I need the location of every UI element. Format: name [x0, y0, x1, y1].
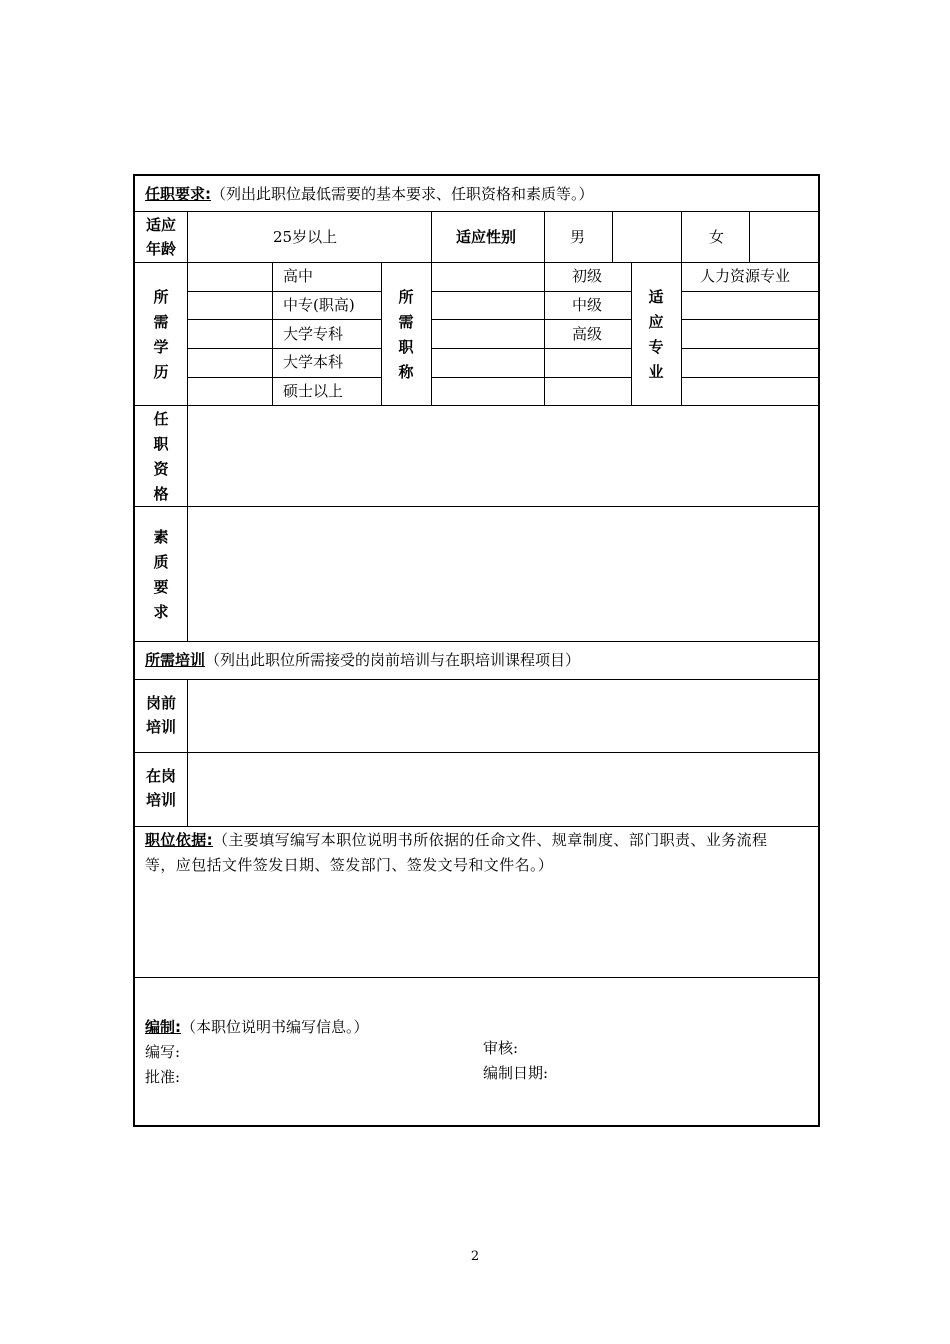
grid-line — [187, 679, 188, 826]
grid-line — [135, 752, 820, 753]
quality-label: 素质要求 — [153, 528, 169, 621]
grid-line — [135, 826, 820, 827]
grid-line — [135, 679, 820, 680]
grid-line — [681, 377, 820, 378]
title-rank-option: 高级 — [572, 325, 603, 343]
compile-reviewer: 审核: — [483, 1039, 519, 1057]
grid-line — [431, 291, 631, 292]
gender-female: 女 — [709, 228, 725, 246]
basis-note-line2: 等，应包括文件签发日期、签发部门、签发文号和文件名。） — [145, 856, 554, 874]
grid-line — [681, 291, 820, 292]
age-value: 25岁以上 — [273, 228, 338, 246]
title-rank-label: 所需职称 — [398, 288, 414, 381]
major-value: 人力资源专业 — [700, 267, 791, 285]
compile-approver: 批准: — [145, 1068, 181, 1086]
grid-line — [431, 377, 631, 378]
grid-line — [631, 262, 632, 405]
education-option: 中专(职高) — [283, 296, 355, 314]
grid-line — [431, 211, 432, 262]
on-job-training-label: 在岗培训 — [145, 767, 176, 809]
grid-line — [135, 977, 820, 978]
grid-line — [681, 319, 820, 320]
grid-line — [135, 405, 820, 406]
education-option: 大学本科 — [283, 353, 344, 371]
gender-male: 男 — [570, 228, 586, 246]
compile-header — [145, 1018, 369, 1036]
grid-line — [381, 262, 382, 405]
title-rank-option: 中级 — [572, 296, 603, 314]
requirements-header — [145, 185, 594, 203]
grid-line — [135, 262, 820, 263]
education-option: 硕士以上 — [283, 382, 344, 400]
compile-title: 编制: — [145, 1018, 181, 1036]
basis-line-1 — [145, 828, 767, 853]
grid-line — [188, 319, 381, 320]
pre-job-training-label: 岗前培训 — [145, 694, 176, 736]
grid-line — [681, 262, 682, 405]
age-label: 适应年龄 — [145, 216, 176, 258]
grid-line — [681, 348, 820, 349]
grid-line — [272, 262, 273, 405]
grid-line — [187, 506, 188, 641]
training-header — [145, 651, 580, 669]
grid-line — [612, 211, 613, 262]
requirements-note: （列出此职位最低需要的基本要求、任职资格和素质等。） — [211, 185, 594, 203]
grid-line — [135, 211, 820, 212]
basis-title: 职位依据: — [145, 831, 213, 849]
grid-line — [187, 211, 188, 506]
grid-line — [135, 506, 820, 507]
grid-line — [431, 348, 631, 349]
education-option: 大学专科 — [283, 325, 344, 343]
grid-line — [431, 319, 631, 320]
grid-line — [431, 262, 432, 405]
grid-line — [135, 641, 820, 642]
grid-line — [681, 211, 682, 262]
grid-line — [188, 291, 381, 292]
basis-note-line1: （主要填写编写本职位说明书所依据的任命文件、规章制度、部门职责、业务流程 — [213, 831, 768, 849]
major-label: 适应专业 — [648, 288, 664, 381]
qualification-label: 任职资格 — [153, 410, 169, 503]
grid-line — [188, 348, 381, 349]
education-option: 高中 — [283, 267, 314, 285]
grid-line — [749, 211, 750, 262]
gender-label: 适应性别 — [456, 228, 517, 246]
compile-note: （本职位说明书编写信息。） — [181, 1018, 369, 1036]
training-title: 所需培训 — [145, 651, 206, 669]
education-label: 所需学历 — [153, 288, 169, 381]
requirements-form — [133, 174, 820, 1127]
title-rank-option: 初级 — [572, 267, 603, 285]
compile-date: 编制日期: — [483, 1064, 549, 1082]
grid-line — [544, 262, 545, 405]
page-number: 2 — [470, 1249, 480, 1264]
grid-line — [188, 377, 381, 378]
requirements-title: 任职要求: — [145, 185, 211, 203]
grid-line — [544, 211, 545, 262]
compile-writer: 编写: — [145, 1043, 181, 1061]
training-note: （列出此职位所需接受的岗前培训与在职培训课程项目） — [205, 651, 581, 669]
